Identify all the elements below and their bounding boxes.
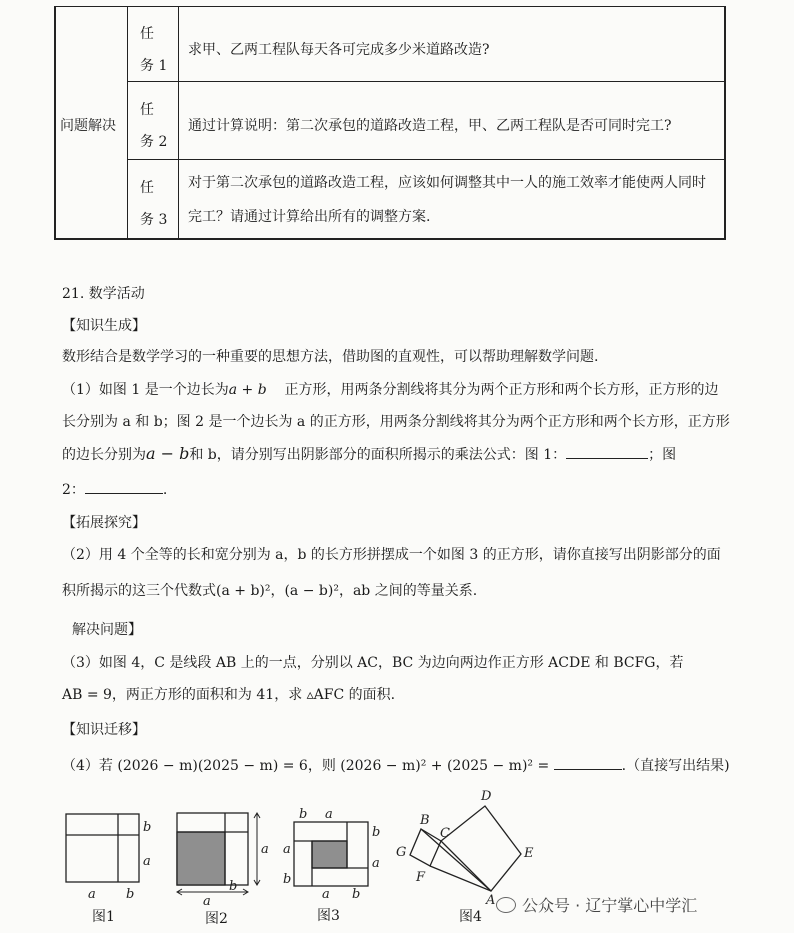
fig3-label: b — [299, 807, 308, 822]
fig2-shaded-square — [177, 832, 225, 885]
fig4-point-b: B — [420, 813, 430, 828]
fig4-square-bcfg — [410, 829, 441, 866]
table-divider — [127, 159, 724, 160]
fig4-point-f: F — [416, 870, 426, 885]
fig1-label-b: b — [143, 820, 152, 835]
figure-2 — [177, 813, 260, 895]
answer-blank[interactable] — [554, 769, 622, 770]
answer-blank[interactable] — [85, 493, 163, 494]
fig4-point-e: E — [524, 846, 534, 861]
fig4-segment-ab — [421, 829, 491, 891]
task-label: 务 3 — [140, 212, 168, 228]
fig4-point-d: D — [481, 789, 492, 804]
fig3-label: a — [325, 807, 333, 822]
row-header: 问题解决 — [60, 118, 116, 134]
fig3-label: a — [322, 887, 330, 902]
fig2-label-a: a — [203, 894, 211, 909]
text: . — [162, 482, 168, 498]
paragraph: 积所揭示的这三个代数式(a + b)²，(a − b)²，ab 之间的等量关系. — [62, 583, 478, 599]
expression: a − b — [146, 444, 190, 463]
fig2-label-b: b — [229, 879, 238, 894]
fig4-point-a: A — [486, 893, 496, 908]
task-label: 任 — [140, 26, 154, 42]
fig3-label: b — [283, 872, 292, 887]
figure-3 — [294, 822, 368, 886]
fig3-label: a — [372, 856, 380, 871]
task-label: 务 2 — [140, 134, 168, 150]
fig2-caption: 图2 — [205, 911, 228, 927]
task-table — [54, 6, 726, 240]
text: 和 b，请分别写出阴影部分的面积所揭示的乘法公式：图 1： — [189, 447, 567, 463]
fig4-point-c: C — [440, 826, 450, 841]
text: （1）如图 1 是一个边长为 — [62, 382, 229, 398]
text: .（直接写出结果) — [621, 758, 730, 774]
table-divider — [127, 81, 724, 82]
fig3-label: b — [372, 825, 381, 840]
problem-title: 21. 数学活动 — [62, 286, 145, 302]
task-content: 通过计算说明：第二次承包的道路改造工程，甲、乙两工程队是否可同时完工? — [188, 118, 672, 134]
fig2-label-a: a — [261, 842, 269, 857]
paragraph: 数形结合是数学学习的一种重要的思想方法，借助图的直观性，可以帮助理解数学问题. — [62, 349, 599, 365]
figure-1 — [66, 814, 139, 882]
task-label: 任 — [140, 180, 154, 196]
fig1-label-b: b — [126, 887, 135, 902]
paragraph — [62, 379, 718, 399]
text: （4）若 (2026 − m)(2025 − m) = 6，则 (2026 − m)² + (2025 − m)² = — [62, 758, 550, 774]
text: 正方形，用两条分割线将其分为两个正方形和两个长方形，正方形的边 — [284, 382, 719, 398]
watermark-text: 公众号 · 辽宁掌心中学汇 — [522, 896, 698, 915]
table-divider — [127, 7, 128, 238]
wechat-icon — [496, 897, 516, 913]
section-heading: 【知识生成】 — [62, 318, 146, 334]
task-content: 完工？请通过计算给出所有的调整方案. — [188, 209, 431, 225]
fig3-label: b — [352, 887, 361, 902]
fig4-point-g: G — [396, 845, 407, 860]
answer-blank[interactable] — [566, 458, 648, 459]
fig3-shaded-square — [312, 841, 347, 868]
paragraph: （2）用 4 个全等的长和宽分别为 a，b 的长方形拼摆成一个如图 3 的正方形，请你直接写出阴影部分的面 — [62, 547, 721, 563]
fig1-label-a: a — [88, 887, 96, 902]
task-content: 求甲、乙两工程队每天各可完成多少米道路改造? — [188, 42, 490, 58]
expression: a + b — [228, 382, 267, 398]
fig1-label-a: a — [143, 854, 151, 869]
fig1-outer-square — [66, 814, 139, 882]
section-heading: 【拓展探究】 — [62, 515, 146, 531]
paragraph: 长分别为 a 和 b；图 2 是一个边长为 a 的正方形，用两条分割线将其分为两个正方形和两个长方形，正方形 — [62, 414, 730, 430]
paragraph: （3）如图 4，C 是线段 AB 上的一点，分别以 AC，BC 为边向两边作正方形 ACDE 和 BCFG，若 — [62, 655, 684, 671]
task-content: 对于第二次承包的道路改造工程，应该如何调整其中一人的施工效率才能使两人同时 — [188, 175, 706, 191]
paragraph — [62, 755, 730, 775]
table-divider — [178, 7, 179, 238]
text: 2： — [62, 482, 85, 498]
text: ；图 — [648, 447, 677, 463]
fig3-caption: 图3 — [317, 908, 340, 924]
fig1-caption: 图1 — [92, 909, 115, 925]
paragraph: AB = 9，两正方形的面积和为 41，求 ▵AFC 的面积. — [62, 687, 396, 703]
fig3-label: a — [283, 842, 291, 857]
task-label: 任 — [140, 102, 154, 118]
fig4-square-acde — [441, 806, 521, 891]
fig4-segment-af — [430, 866, 491, 891]
paragraph — [62, 479, 167, 499]
paragraph — [62, 444, 676, 464]
fig4-caption: 图4 — [459, 909, 482, 925]
section-heading: 【知识迁移】 — [62, 722, 146, 738]
text: 的边长分别为 — [62, 447, 146, 463]
watermark — [496, 893, 697, 916]
section-heading: 解决问题】 — [72, 622, 142, 638]
task-label: 务 1 — [140, 58, 168, 74]
